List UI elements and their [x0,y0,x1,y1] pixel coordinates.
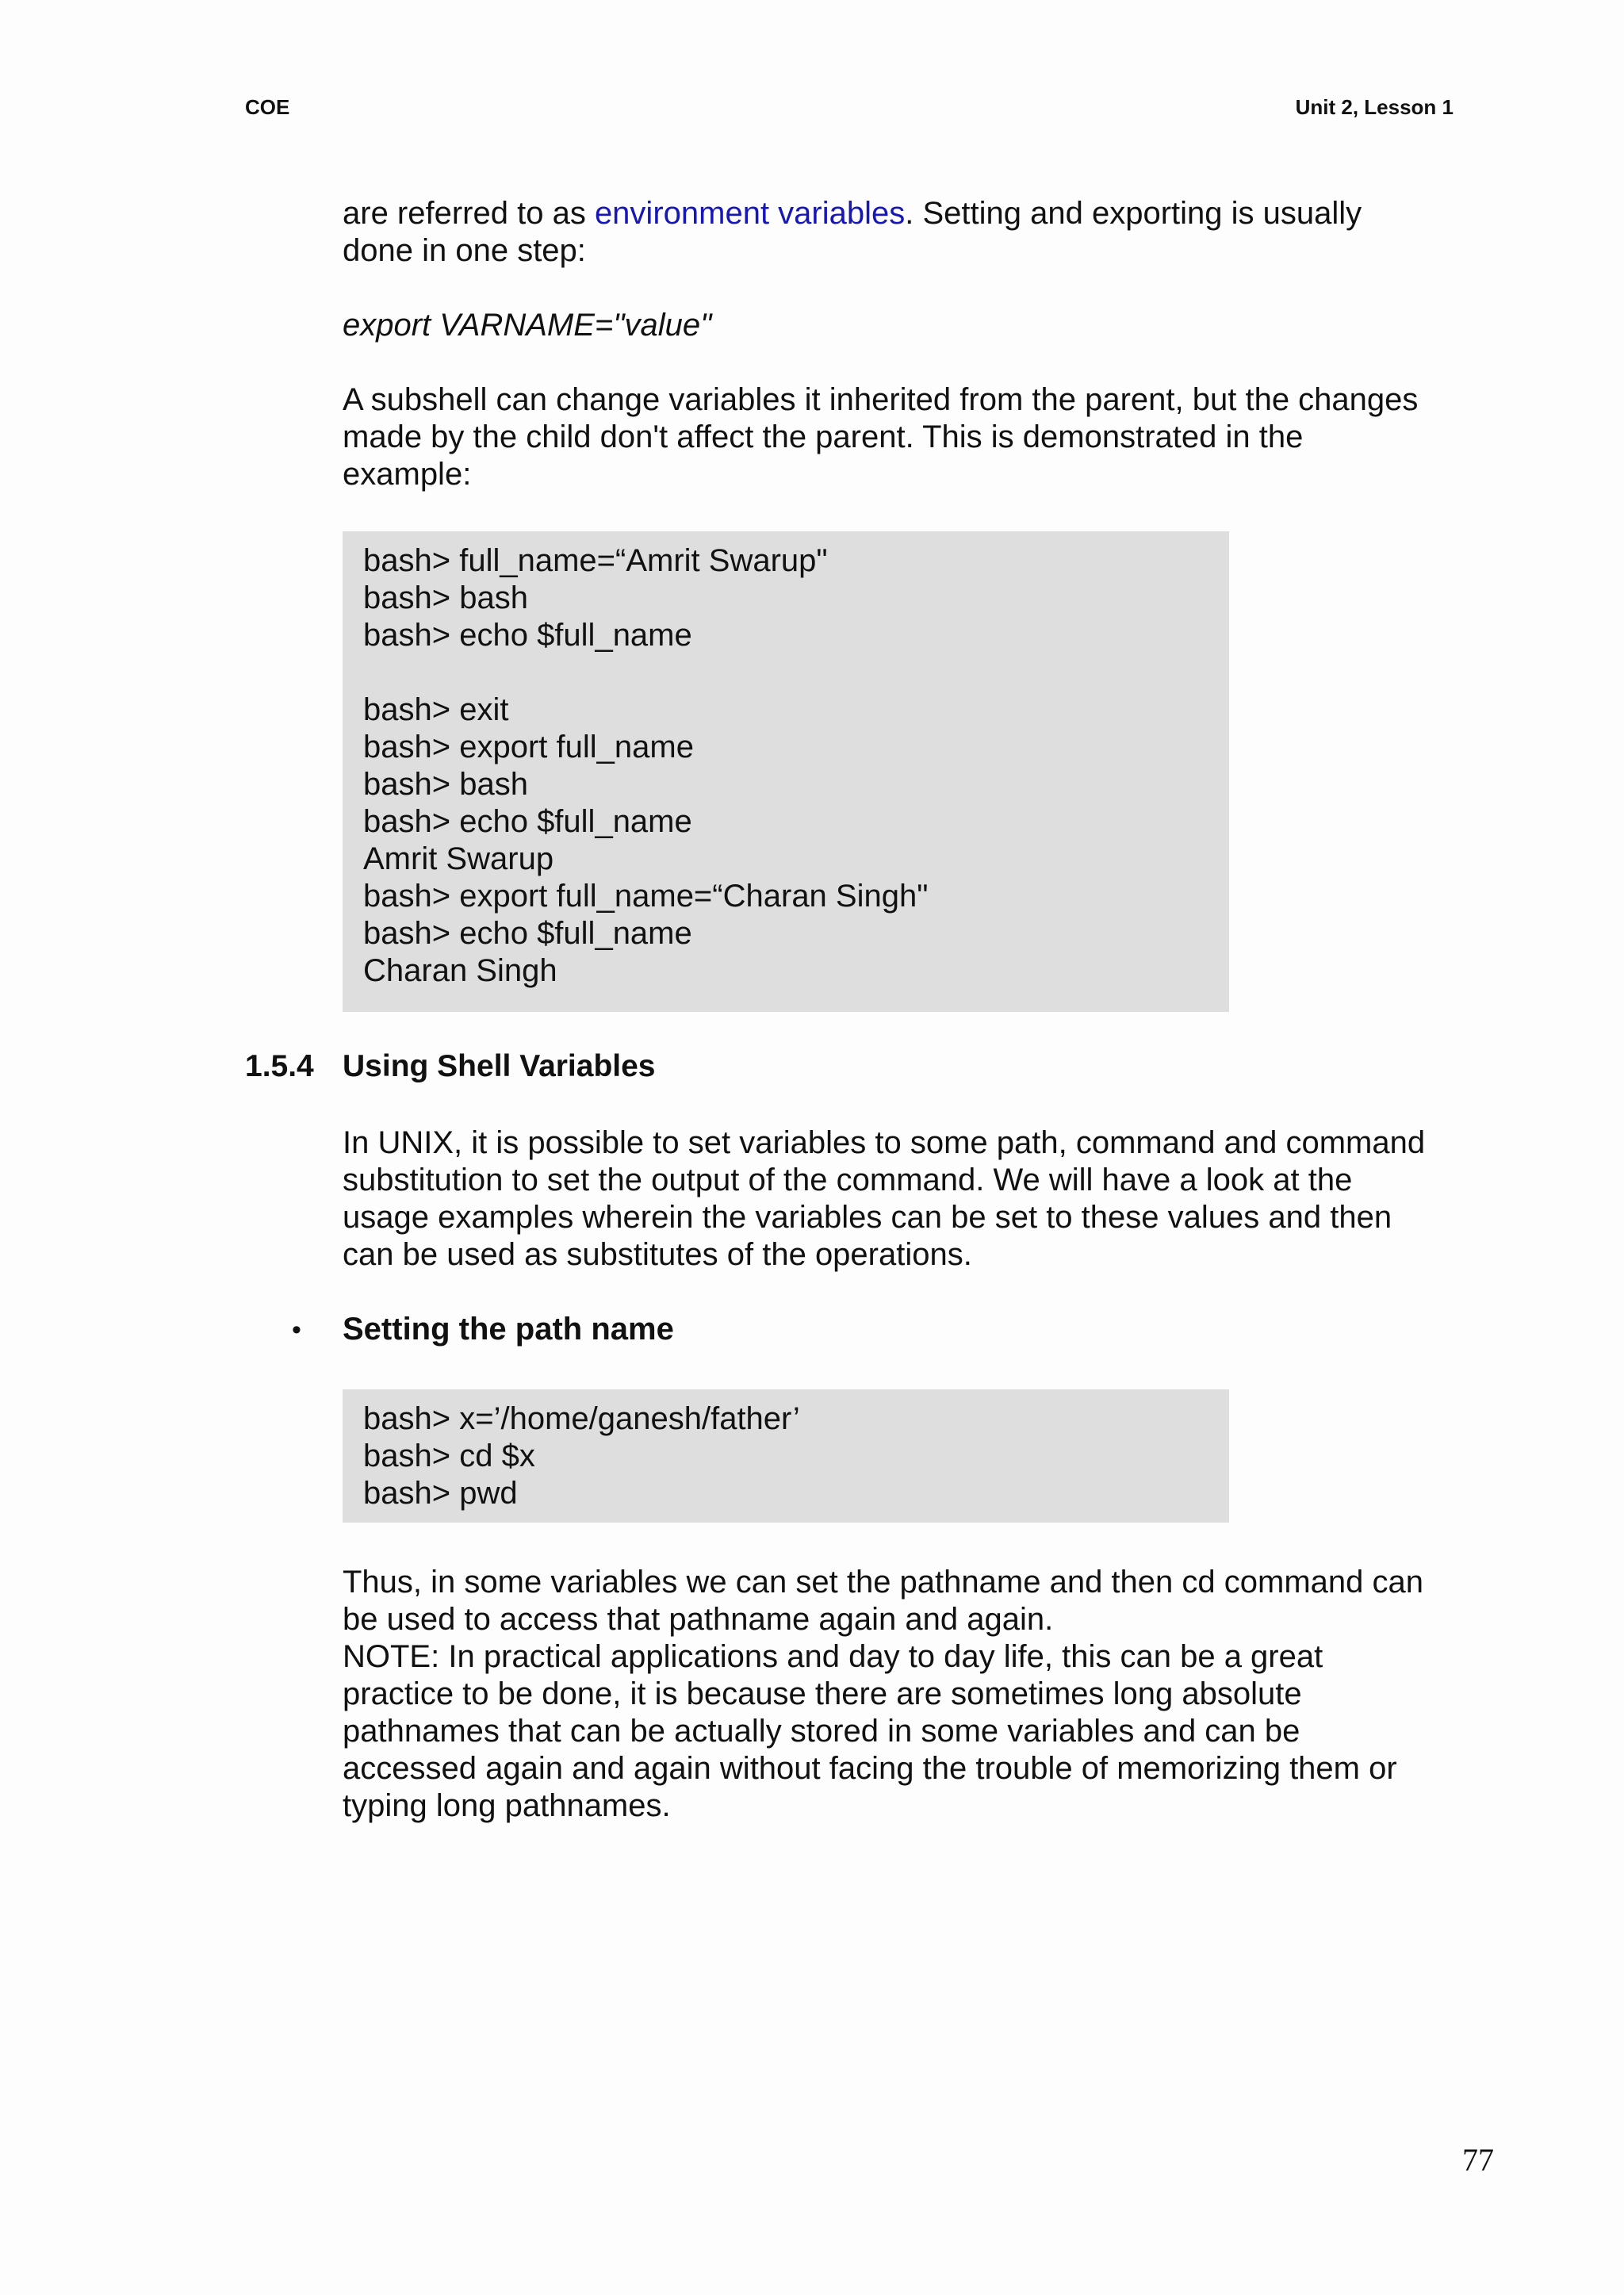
code-line: bash> exit [363,692,509,727]
code-line: bash> echo $full_name [363,916,692,951]
code-output-line: Amrit Swarup [363,841,554,876]
section-paragraph [343,1125,1469,1274]
code-line-blank [363,654,1229,692]
code-line: bash> echo $full_name [363,618,692,653]
code-block-environment [343,531,1229,1012]
intro-paragraph [343,195,1469,270]
code-line: bash> full_name=“Amrit Swarup" [363,543,828,578]
intro-prefix: are referred to as [343,196,595,231]
section-title: Using Shell Variables [343,1049,656,1083]
header-right: Unit 2, Lesson 1 [1295,95,1454,119]
code-block-path [343,1389,1229,1523]
code-output-line: Charan Singh [363,953,557,988]
subshell-text: A subshell can change variables it inherited from the parent, but the changes made by the child don't affect the parent. This is demonstrated in the example: [343,382,1419,492]
code-line: bash> pwd [363,1476,518,1511]
code-line: bash> export full_name [363,730,694,764]
export-example: export VARNAME="value" [343,308,712,343]
section-number: 1.5.4 [245,1049,314,1083]
intro-suffix: . Setting and exporting is usually done in one step: [343,196,1362,268]
code-line: bash> cd $x [363,1439,535,1473]
code-line: bash> export full_name=“Charan Singh" [363,879,929,914]
code-line: bash> bash [363,580,528,615]
bullet-title: Setting the path name [343,1312,674,1347]
subshell-paragraph [343,381,1469,493]
closing-paragraph-text: Thus, in some variables we can set the pathname and then cd command can be used to access that pathname again and again. NOTE: In practical applications and day to day life, this can be a great practice to be done, it is because there are sometimes long absolute pathnames that can be actually stored in some variables and can be accessed again and again without facing the trouble of memorizing them or typing long pathnames. [343,1565,1423,1823]
bullet-icon: • [292,1315,301,1345]
environment-variables-link[interactable]: environment variables [594,196,906,231]
header-left: COE [245,95,290,119]
code-line: bash> x=’/home/ganesh/father’ [363,1401,800,1436]
code-line: bash> echo $full_name [363,804,692,839]
code-line: bash> bash [363,767,528,802]
section-paragraph-text: In UNIX, it is possible to set variables to some path, command and command substitution to set the output of the command. We will have a look at the usage examples wherein the variables can be set to these values and then can be used as substitutes of the operations. [343,1125,1426,1272]
closing-paragraph [343,1564,1469,1825]
page-number: 77 [1462,2142,1494,2178]
